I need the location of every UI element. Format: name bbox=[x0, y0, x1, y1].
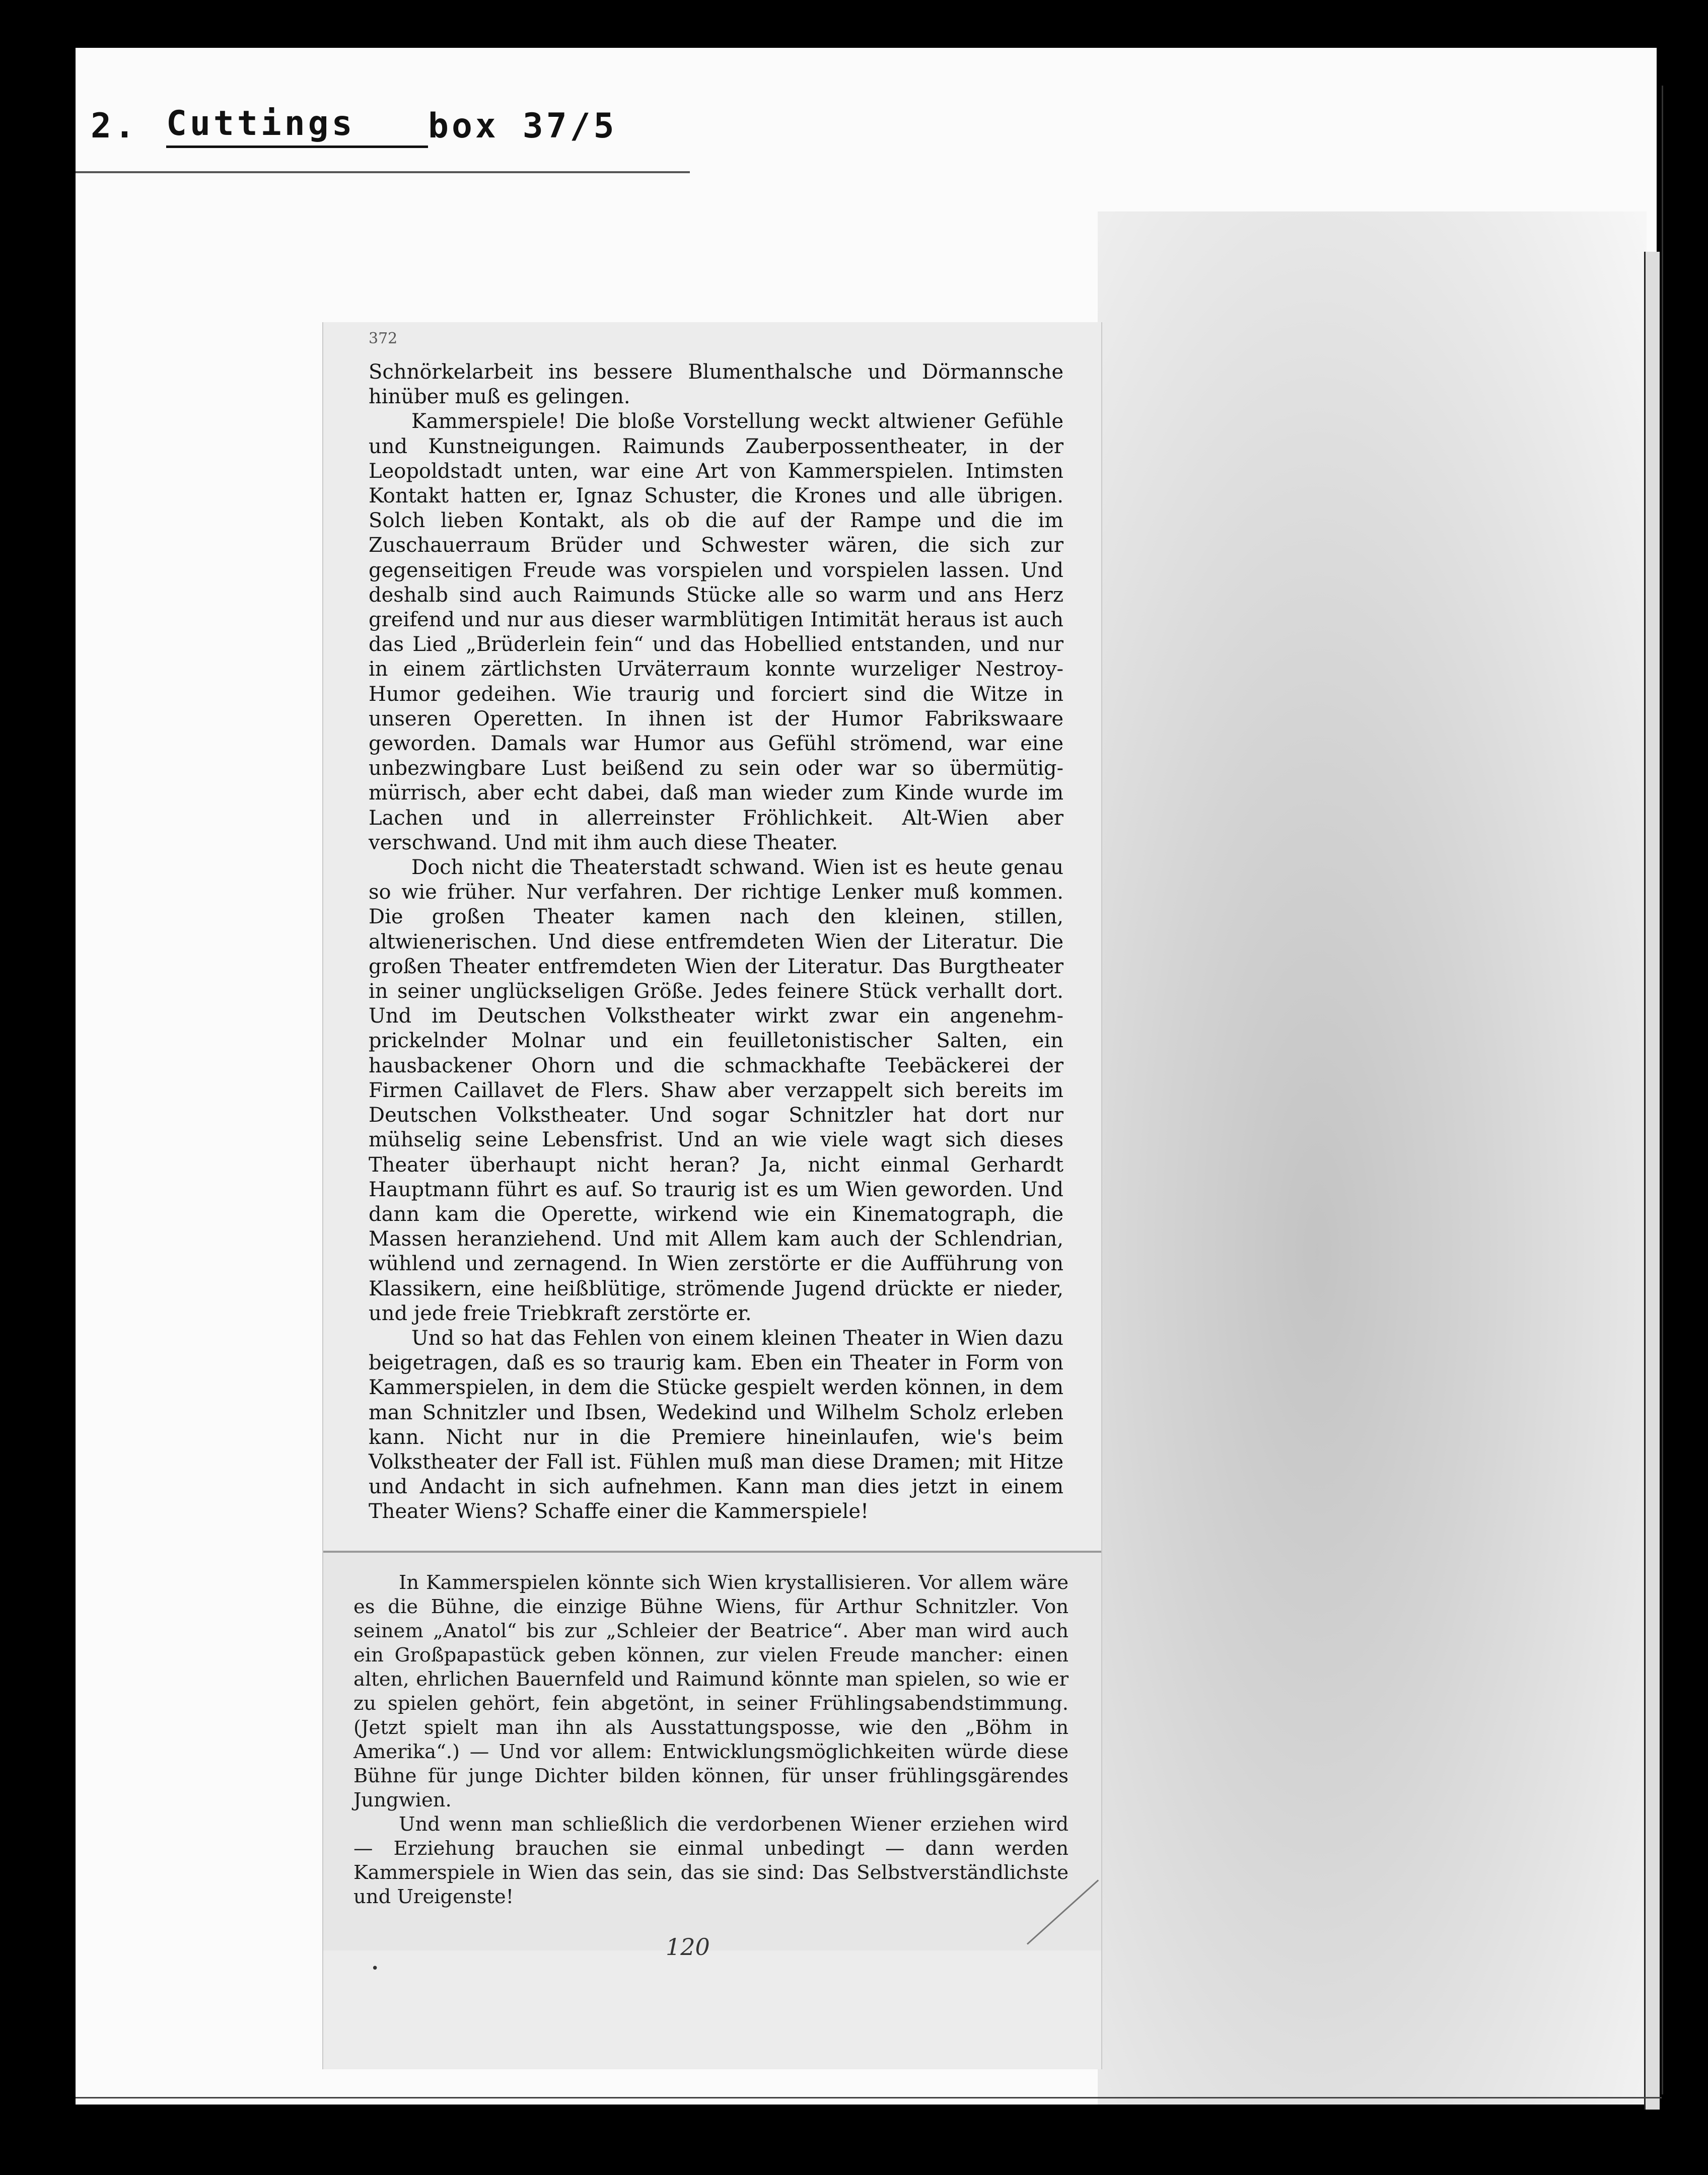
article-paragraph: Kammerspiele! Die bloße Vorstellung weckt altwiener Gefühle und Kunstneigungen. Raimunds Zauberpossentheater, in der Leopoldstadt unten, war eine Art von Kammerspielen. Intimsten Kontakt hatten er, Ignaz Schuster, die Krones und alle übrigen. Solch lieben Kontakt, als ob die auf der Rampe und die im Zuschauerraum Brüder und Schwester wären, die sich zur gegenseitigen Freude was vorspielen und vorspielen lassen. Und deshalb sind auch Raimunds Stücke alle so warm und ans Herz greifend und nur aus dieser warmblütigen Intimität heraus ist auch das Lied „Brüderlein fein“ und das Hobellied entstanden, und nur in einem zärtlichsten Urväterraum konnte wurzeliger Nestroy-Humor gedeihen. Wie traurig und forciert sind die Witze in unseren Operetten. In ihnen ist der Humor Fabrikswaare geworden. Damals war Humor aus Gefühl strömend, war eine unbezwingbare Lust beißend zu sein oder war so übermütig-mürrisch, aber echt dabei, daß man wieder zum Kinde wurde im Lachen und in allerreinster Fröhlichkeit. Alt-Wien aber verschwand. Und mit ihm auch diese Theater. bbox=[369, 410, 1063, 854]
archive-header bbox=[91, 103, 680, 149]
article-paragraph: Und wenn man schließlich die verdorbenen Wiener erziehen wird — Erziehung brauchen sie einmal unbedingt — dann werden Kammerspiele in Wien das sein, das sie sind: Das Selbstverständlichste und Ureigenste! bbox=[353, 1813, 1069, 1908]
folder-edge bbox=[1644, 252, 1660, 2110]
handwritten-number: 120 bbox=[666, 1933, 710, 1961]
header-label: Cuttings bbox=[166, 104, 428, 148]
article-paragraph: Schnörkelarbeit ins bessere Blumenthalsche und Dörmannsche hinüber muß es gelingen. bbox=[369, 360, 1063, 409]
clipping-page-number: 372 bbox=[369, 330, 398, 347]
article-body bbox=[369, 360, 1063, 1525]
sheet-edge-right bbox=[1662, 86, 1663, 2094]
header-number: 2. bbox=[91, 106, 138, 146]
header-box: box 37/5 bbox=[428, 106, 617, 146]
article-lower-section bbox=[353, 1571, 1069, 1909]
header-rule bbox=[76, 171, 690, 173]
article-paragraph: Und so hat das Fehlen von einem kleinen Theater in Wien dazu beigetragen, daß es so traurig kam. Eben ein Theater in Form von Kammerspielen, in dem die Stücke gespielt werden können, in dem man Schnitzler und Ibsen, Wedekind und Wilhelm Scholz erleben kann. Nicht nur in die Premiere hineinlaufen, wie's beim Volkstheater der Fall ist. Fühlen muß man diese Dramen; mit Hitze und Andacht in sich aufnehmen. Kann man dies jetzt in einem Theater Wiens? Schaffe einer die Kammerspiele! bbox=[369, 1326, 1063, 1524]
paper-shading bbox=[1098, 211, 1647, 2105]
article-paragraph: In Kammerspielen könnte sich Wien krystallisieren. Vor allem wäre es die Bühne, die einzige Bühne Wiens, für Arthur Schnitzler. Von seinem „Anatol“ bis zur „Schleier der Beatrice“. Aber man wird auch ein Großpapastück geben können, zur vielen Freude mancher: einen alten, ehrlichen Bauernfeld und Raimund könnte man spielen, so wie er zu spielen gehört, fein abgetönt, in seiner Frühlingsabendstimmung. (Jetzt spielt man ihn als Ausstattungsposse, wie den „Böhm in Amerika“.) — Und vor allem: Entwicklungsmöglichkeiten würde diese Bühne für junge Dichter bilden können, für unser frühlingsgärendes Jungwien. bbox=[353, 1571, 1069, 1811]
newspaper-clipping bbox=[322, 322, 1102, 2069]
sheet-edge-bottom bbox=[76, 2097, 1662, 2098]
article-paragraph: Doch nicht die Theaterstadt schwand. Wien ist es heute genau so wie früher. Nur verfahren. Der richtige Lenker muß kommen. Die großen Theater kamen nach den kleinen, stillen, altwienerischen. Und diese entfremdeten Wien der Literatur. Die großen Theater entfremdeten Wien der Literatur. Das Burgtheater in seiner unglückseligen Größe. Jedes feinere Stück verhallt dort. Und im Deutschen Volkstheater wirkt zwar ein angenehm-prickelnder Molnar und ein feuilletonistischer Salten, ein hausbackener Ohorn und die schmackhafte Teebäckerei der Firmen Caillavet de Flers. Shaw aber verzappelt sich bereits im Deutschen Volkstheater. Und sogar Schnitzler hat dort nur mühselig seine Lebensfrist. Und an wie viele wagt sich dieses Theater überhaupt nicht heran? Ja, nicht einmal Gerhardt Hauptmann führt es auf. So traurig ist es um Wien geworden. Und dann kam die Operette, wirkend wie ein Kinematograph, die Massen heranziehend. Und mit Allem kam auch der Schlendrian, wühlend und zernagend. In Wien zerstörte er die Aufführung von Klassikern, eine heißblütige, strömende Jugend drückte er nieder, und jede freie Triebkraft zerstörte er. bbox=[369, 856, 1063, 1325]
clipping-mark: • bbox=[371, 1961, 379, 1976]
